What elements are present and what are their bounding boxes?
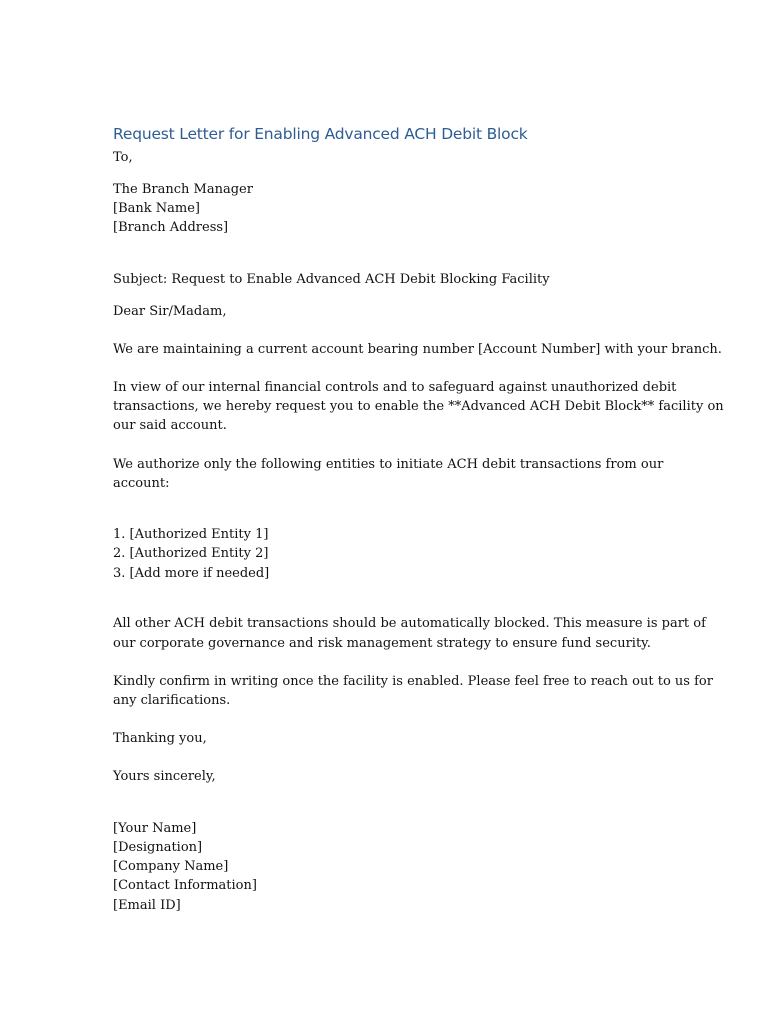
paragraph-request-line: our said account. (113, 418, 227, 433)
entity-list-item: 2. [Authorized Entity 2] (113, 546, 269, 561)
paragraph-request-line: transactions, we hereby request you to enable the **Advanced ACH Debit Block** facility on (113, 399, 724, 414)
recipient-line: The Branch Manager (113, 182, 253, 197)
entity-list-item: 1. [Authorized Entity 1] (113, 527, 269, 542)
signature-line: [Company Name] (113, 859, 229, 874)
paragraph-authorize-line: account: (113, 476, 170, 491)
signature-line: [Designation] (113, 840, 203, 855)
recipient-line: [Bank Name] (113, 201, 200, 216)
paragraph-blocked-line: our corporate governance and risk management strategy to ensure fund security. (113, 636, 651, 651)
signature-line: [Contact Information] (113, 878, 257, 893)
paragraph-blocked-line: All other ACH debit transactions should be automatically blocked. This measure is part of (113, 616, 706, 631)
salutation-to: To, (113, 150, 133, 165)
paragraph-authorize-line: We authorize only the following entities to initiate ACH debit transactions from our (113, 457, 664, 472)
paragraph-request-line: In view of our internal financial controls and to safeguard against unauthorized debit (113, 380, 677, 395)
subject-line: Subject: Request to Enable Advanced ACH Debit Blocking Facility (113, 272, 550, 287)
greeting: Dear Sir/Madam, (113, 304, 227, 319)
letter-title: Request Letter for Enabling Advanced ACH Debit Block (113, 125, 528, 143)
paragraph-account: We are maintaining a current account bearing number [Account Number] with your branch. (113, 342, 722, 357)
thanks-line: Thanking you, (113, 731, 207, 746)
recipient-line: [Branch Address] (113, 220, 229, 235)
signature-line: [Your Name] (113, 821, 197, 836)
entity-list-item: 3. [Add more if needed] (113, 566, 270, 581)
signature-line: [Email ID] (113, 898, 181, 913)
paragraph-confirm-line: any clarifications. (113, 693, 231, 708)
closing-line: Yours sincerely, (113, 769, 216, 784)
paragraph-confirm-line: Kindly confirm in writing once the facility is enabled. Please feel free to reach out to us for (113, 674, 713, 689)
